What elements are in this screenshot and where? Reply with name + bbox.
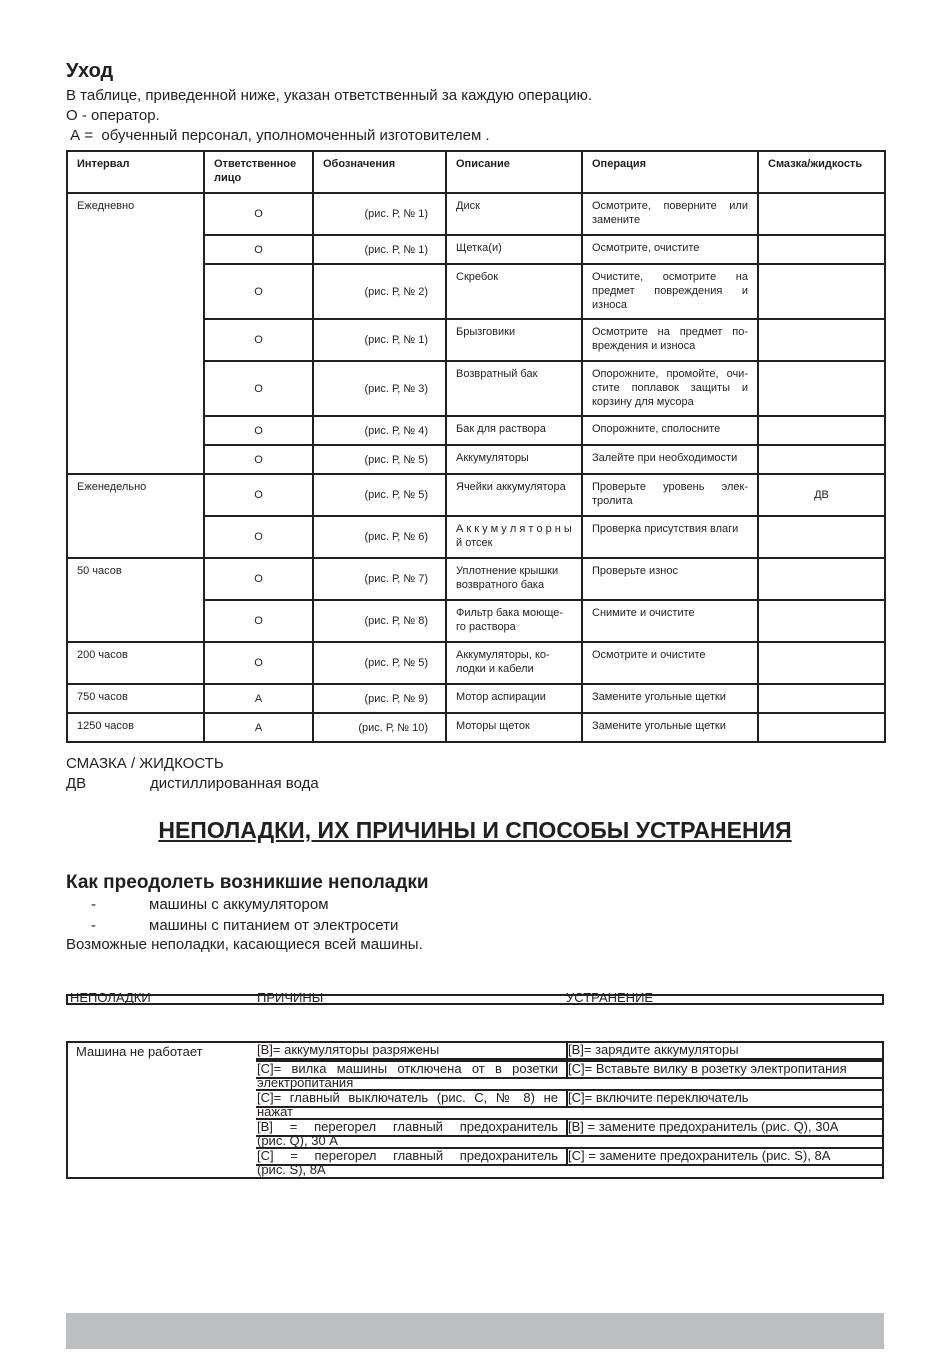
cause-text-continued: нажат <box>257 1104 294 1119</box>
care-title: Уход <box>66 60 114 82</box>
list-item <box>66 894 398 915</box>
description-cell: Брызговики <box>446 319 582 361</box>
cause-cell <box>256 1060 568 1090</box>
fix-cell: [C] = замените предохранитель (рис. S), 8A <box>566 1147 884 1166</box>
responsible-cell: О <box>204 193 313 235</box>
bullet-dash: - <box>91 917 96 934</box>
header-designation: Обозначения <box>313 151 446 193</box>
problem-cell: Машина не работает <box>76 1044 203 1059</box>
lubricant-cell <box>758 713 885 742</box>
fix-cell: [C]= включите переключатель <box>566 1089 884 1108</box>
maintenance-table-body <box>67 193 885 742</box>
header-operation: Операция <box>582 151 758 193</box>
designation-cell: (рис. Р, № 5) <box>313 445 446 474</box>
designation-cell: (рис. Р, № 5) <box>313 474 446 516</box>
fix-cell: [B]= зарядите аккумуляторы <box>566 1041 884 1060</box>
table-row <box>67 642 885 684</box>
column-problem: НЕПОЛАДКИ <box>70 990 151 1005</box>
responsible-cell: О <box>204 600 313 642</box>
interval-cell: 750 часов <box>67 684 204 713</box>
operation-cell: Опорожните, промойте, очи-стите поплавок защиты и корзину для мусора <box>582 361 758 416</box>
responsible-cell: О <box>204 516 313 558</box>
lubricant-cell: ДВ <box>758 474 885 516</box>
description-cell: Щетка(и) <box>446 235 582 264</box>
troubleshooting-subtitle: Как преодолеть возникшие неполадки <box>66 872 429 893</box>
legend-title: СМАЗКА / ЖИДКОСТЬ <box>66 755 224 772</box>
lubricant-cell <box>758 684 885 713</box>
cause-cell <box>256 1089 568 1119</box>
lubricant-cell <box>758 516 885 558</box>
cause-text: [B]= аккумуляторы разряжены <box>257 1042 440 1057</box>
designation-cell: (рис. Р, № 1) <box>313 235 446 264</box>
cause-text-continued: электропитания <box>257 1075 354 1090</box>
interval-cell: 200 часов <box>67 642 204 684</box>
operation-cell: Осмотрите на предмет по-вреждения и износа <box>582 319 758 361</box>
interval-cell: Ежедневно <box>67 193 204 474</box>
operation-cell: Снимите и очистите <box>582 600 758 642</box>
table-row <box>67 684 885 713</box>
operation-cell: Осмотрите, очистите <box>582 235 758 264</box>
list-item-text: машины с аккумулятором <box>149 896 329 913</box>
lubricant-cell <box>758 264 885 319</box>
lubricant-cell <box>758 319 885 361</box>
fix-cell: [C]= Вставьте вилку в розетку электропитания <box>566 1060 884 1079</box>
machine-type-list <box>66 894 398 936</box>
cause-text: [C] = перегорел главный предохранитель <box>257 1148 558 1163</box>
responsible-cell: О <box>204 264 313 319</box>
responsible-cell: О <box>204 642 313 684</box>
lubricant-cell <box>758 416 885 445</box>
cause-text: [C]= главный выключатель (рис. С, № 8) не <box>257 1090 558 1105</box>
lubricant-cell <box>758 193 885 235</box>
cause-cell <box>256 1041 568 1060</box>
description-cell: Аккумуляторы, ко-лодки и кабели <box>446 642 582 684</box>
table-row <box>67 193 885 235</box>
fix-cell: [B] = замените предохранитель (рис. Q), 30A <box>566 1118 884 1137</box>
list-item <box>66 915 398 936</box>
operation-cell: Проверьте износ <box>582 558 758 600</box>
designation-cell: (рис. Р, № 10) <box>313 713 446 742</box>
operation-cell: Опорожните, сполосните <box>582 416 758 445</box>
responsible-cell: А <box>204 713 313 742</box>
troubleshooting-note: Возможные неполадки, касающиеся всей машины. <box>66 936 423 953</box>
operation-cell: Осмотрите, поверните или замените <box>582 193 758 235</box>
lubricant-cell <box>758 235 885 264</box>
lubricant-cell <box>758 600 885 642</box>
legend-key: ДВ <box>66 775 87 792</box>
header-lubricant: Смазка/жидкость <box>758 151 885 193</box>
responsible-cell: О <box>204 558 313 600</box>
header-responsible: Ответственное лицо <box>204 151 313 193</box>
responsible-cell: О <box>204 416 313 445</box>
table-row <box>67 558 885 600</box>
cause-cell <box>256 1147 568 1177</box>
designation-cell: (рис. Р, № 8) <box>313 600 446 642</box>
operation-cell: Замените угольные щетки <box>582 713 758 742</box>
responsible-cell: О <box>204 361 313 416</box>
responsible-cell: О <box>204 445 313 474</box>
column-fix: УСТРАНЕНИЕ <box>566 990 654 1005</box>
operation-cell: Проверьте уровень элек-тролита <box>582 474 758 516</box>
lubricant-cell <box>758 558 885 600</box>
bullet-dash: - <box>91 896 96 913</box>
legend <box>66 754 319 794</box>
designation-cell: (рис. Р, № 1) <box>313 193 446 235</box>
header-interval: Интервал <box>67 151 204 193</box>
table-header-row <box>67 151 885 193</box>
troubleshooting-title: НЕПОЛАДКИ, ИХ ПРИЧИНЫ И СПОСОБЫ УСТРАНЕНИЯ <box>158 817 792 843</box>
designation-cell: (рис. Р, № 3) <box>313 361 446 416</box>
interval-cell: 1250 часов <box>67 713 204 742</box>
responsible-cell: О <box>204 235 313 264</box>
interval-cell: Еженедельно <box>67 474 204 558</box>
description-cell: Ячейки аккумулятора <box>446 474 582 516</box>
operation-cell: Замените угольные щетки <box>582 684 758 713</box>
description-cell: Мотор аспирации <box>446 684 582 713</box>
intro-line: О - оператор. <box>66 107 160 124</box>
maintenance-table <box>66 150 886 743</box>
troubleshooting-header <box>66 990 884 1005</box>
legend-value: дистиллированная вода <box>150 775 319 792</box>
cause-cell <box>256 1118 568 1148</box>
lubricant-cell <box>758 642 885 684</box>
intro-line: В таблице, приведенной ниже, указан ответственный за каждую операцию. <box>66 87 593 104</box>
lubricant-cell <box>758 361 885 416</box>
operation-cell: Осмотрите и очистите <box>582 642 758 684</box>
cause-text: [C]= вилка машины отключена от в розетки <box>257 1061 558 1076</box>
operation-cell: Проверка присутствия влаги <box>582 516 758 558</box>
description-cell: Скребок <box>446 264 582 319</box>
list-item-text: машины с питанием от электросети <box>149 917 399 934</box>
lubricant-cell <box>758 445 885 474</box>
legend-row <box>66 774 319 794</box>
header-description: Описание <box>446 151 582 193</box>
designation-cell: (рис. Р, № 1) <box>313 319 446 361</box>
intro-line: А = обученный персонал, уполномоченный изготовителем . <box>66 127 490 144</box>
description-cell: Диск <box>446 193 582 235</box>
operation-cell: Залейте при необходимости <box>582 445 758 474</box>
description-cell: Аккумуляторы <box>446 445 582 474</box>
designation-cell: (рис. Р, № 5) <box>313 642 446 684</box>
description-cell: Фильтр бака моюще-го раствора <box>446 600 582 642</box>
designation-cell: (рис. Р, № 7) <box>313 558 446 600</box>
table-row <box>67 713 885 742</box>
responsible-cell: О <box>204 474 313 516</box>
designation-cell: (рис. Р, № 6) <box>313 516 446 558</box>
designation-cell: (рис. Р, № 9) <box>313 684 446 713</box>
description-cell: Уплотнение крышки возвратного бака <box>446 558 582 600</box>
description-cell: Моторы щеток <box>446 713 582 742</box>
operation-cell: Очистите, осмотрите на предмет повреждения и износа <box>582 264 758 319</box>
footer-bar <box>66 1313 884 1349</box>
cause-text-continued: (рис. Q), 30 A <box>257 1133 338 1148</box>
designation-cell: (рис. Р, № 4) <box>313 416 446 445</box>
interval-cell: 50 часов <box>67 558 204 642</box>
troubleshooting-table <box>66 1041 884 1179</box>
description-cell: Бак для раствора <box>446 416 582 445</box>
responsible-cell: О <box>204 319 313 361</box>
cause-text: [B] = перегорел главный предохранитель <box>257 1119 558 1134</box>
table-row <box>67 474 885 516</box>
description-cell: А к к у м у л я т о р н ы й отсек <box>446 516 582 558</box>
designation-cell: (рис. Р, № 2) <box>313 264 446 319</box>
cause-text-continued: (рис. S), 8A <box>257 1162 326 1177</box>
column-cause: ПРИЧИНЫ <box>257 990 324 1005</box>
responsible-cell: А <box>204 684 313 713</box>
description-cell: Возвратный бак <box>446 361 582 416</box>
care-intro <box>66 86 592 146</box>
